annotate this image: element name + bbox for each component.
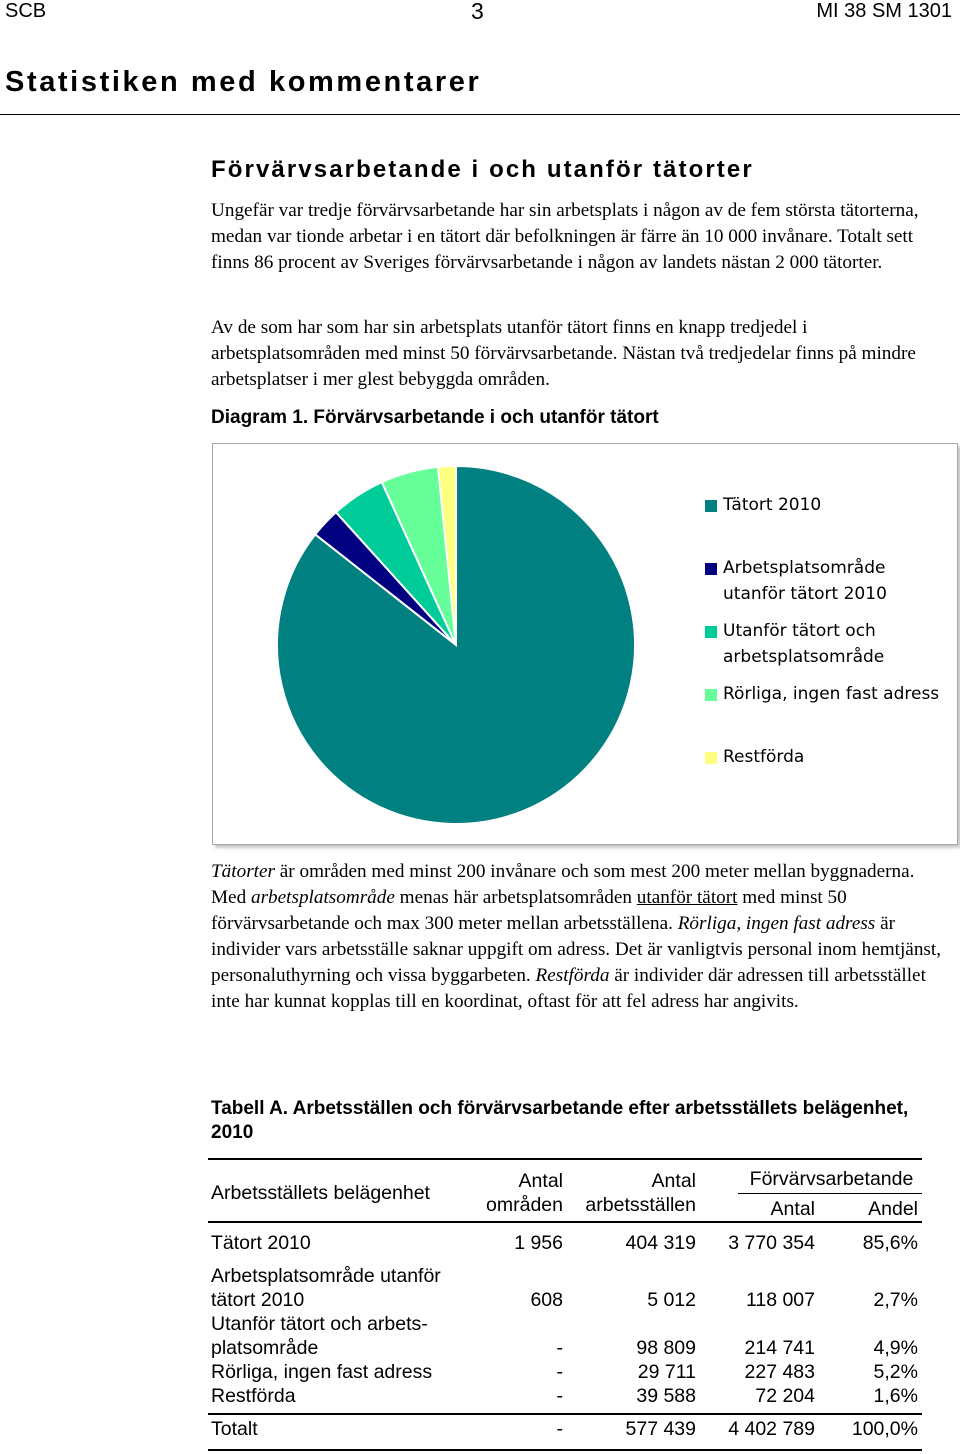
cell-areas: - (556, 1361, 563, 1383)
row-label: Tätort 2010 (211, 1232, 311, 1254)
table-bottom-rule (208, 1449, 922, 1451)
cell-areas: 608 (530, 1289, 563, 1311)
cell-areas: - (556, 1418, 563, 1440)
row-label: tätort 2010 (211, 1289, 305, 1311)
cell-share: 4,9% (873, 1337, 918, 1359)
cell-workplaces: 39 588 (636, 1385, 696, 1407)
total-rule (208, 1413, 922, 1415)
chart-legend (705, 444, 955, 844)
row-label: Arbetsplatsområde utanför (211, 1265, 441, 1287)
row-label: Utanför tätort och arbets- (211, 1313, 428, 1335)
legend-swatch (705, 500, 717, 512)
cell-count: 72 204 (755, 1385, 815, 1407)
col-header-areas: Antal (518, 1170, 563, 1192)
section-title: Förvärvsarbetande i och utanför tätorter (211, 156, 754, 183)
header-left: SCB (5, 0, 47, 22)
data-table (208, 1158, 922, 1452)
row-label: platsområde (211, 1337, 319, 1359)
col-header-share: Andel (868, 1198, 918, 1220)
cell-count: 214 741 (744, 1337, 815, 1359)
cell-workplaces: 577 439 (625, 1418, 696, 1440)
group-header-rule (738, 1193, 922, 1194)
legend-label: Tätort 2010 (723, 495, 822, 515)
cell-areas: - (556, 1385, 563, 1407)
cell-count: 4 402 789 (728, 1418, 815, 1440)
definition-text: med minst 50 förvärvsarbetande och max 300 meter mellan arbetsställena. (211, 887, 847, 934)
legend-swatch (705, 752, 717, 764)
col-header-location: Arbetsställets belägenhet (211, 1182, 430, 1204)
header-right: MI 38 SM 1301 (816, 0, 952, 22)
col-header-workplaces: Antal (651, 1170, 696, 1192)
table-top-rule (208, 1158, 922, 1160)
legend-swatch (705, 689, 717, 701)
underlined-text: utanför tätort (636, 887, 738, 908)
cell-count: 3 770 354 (728, 1232, 815, 1254)
definition-text: är individer där adressen till arbetsstället inte har kunnat kopplas till en koordinat, oftast för att fel adress har angivits. (211, 965, 926, 1012)
legend-label: Restförda (723, 747, 805, 767)
total-label: Totalt (211, 1418, 258, 1440)
cell-workplaces: 29 711 (637, 1361, 696, 1383)
legend-label: Rörliga, ingen fast adress (723, 684, 940, 704)
definitions-paragraph (211, 859, 951, 1015)
cell-workplaces: 98 809 (636, 1337, 696, 1359)
pie-chart (212, 443, 958, 845)
term-restforda: Restförda (535, 965, 610, 986)
diagram-title: Diagram 1. Förvärvsarbetande i och utanför tätort (211, 407, 659, 428)
definition-text: är individer vars arbetsställe saknar uppgift om adress. Det är vanligtvis personal inom hemtjänst, personaluthyrning och vissa byggarbeten. (211, 913, 942, 986)
cell-share: 100,0% (851, 1418, 918, 1440)
pie-chart-svg (213, 444, 703, 844)
term-tatorter: Tätorter (211, 861, 275, 882)
cell-areas: 1 956 (514, 1232, 563, 1254)
title-rule (0, 114, 960, 115)
definition-text: menas här arbetsplatsområden (394, 887, 637, 908)
intro-paragraph: Ungefär var tredje förvärvsarbetande har sin arbetsplats i någon av de fem största tätorterna, medan var tionde arbetar i en tätort där befolkningen är färre än 10 000 invånare. Totalt sett finns 86 procent av Sveriges förvärvsarbetande i någon av landets nästan 2 000 tätorter. (211, 200, 919, 273)
header-bottom-rule (208, 1221, 922, 1223)
cell-workplaces: 404 319 (625, 1232, 696, 1254)
legend-swatch (705, 626, 717, 638)
legend-label: Arbetsplatsområde utanför tätort 2010 (723, 558, 887, 604)
second-paragraph: Av de som har som har sin arbetsplats utanför tätort finns en knapp tredjedel i arbetsplatsområden med minst 50 förvärvsarbetande. Nästan två tredjedelar finns på mindre arbetsplatser i mer glest bebyggda områden. (211, 317, 916, 390)
row-label: Restförda (211, 1385, 296, 1407)
cell-share: 2,7% (873, 1289, 918, 1311)
cell-count: 227 483 (744, 1361, 815, 1383)
cell-share: 1,6% (873, 1385, 918, 1407)
legend-label: Utanför tätort och arbetsplatsområde (723, 621, 885, 667)
definition-text: är områden med minst 200 invånare och som mest 200 meter mellan byggnaderna. Med (211, 861, 915, 908)
term-arbetsplatsomrade: arbetsplatsområde (250, 887, 395, 908)
col-header-group: Förvärvsarbetande (749, 1168, 914, 1190)
row-label: Rörliga, ingen fast adress (211, 1361, 433, 1383)
table-title: Tabell A. Arbetsställen och förvärvsarbetande efter arbetsställets belägenhet, 2010 (211, 1098, 909, 1143)
cell-share: 5,2% (873, 1361, 918, 1383)
cell-share: 85,6% (862, 1232, 918, 1254)
term-rorliga: Rörliga, ingen fast adress (677, 913, 876, 934)
col-header-workplaces: arbetsställen (585, 1194, 696, 1216)
cell-count: 118 007 (745, 1289, 815, 1311)
cell-areas: - (556, 1337, 563, 1359)
page-title: Statistiken med kommentarer (5, 66, 482, 98)
col-header-areas: områden (486, 1194, 563, 1216)
col-header-count: Antal (770, 1198, 815, 1220)
cell-workplaces: 5 012 (647, 1289, 696, 1311)
page-number: 3 (471, 0, 484, 24)
legend-swatch (705, 563, 717, 575)
